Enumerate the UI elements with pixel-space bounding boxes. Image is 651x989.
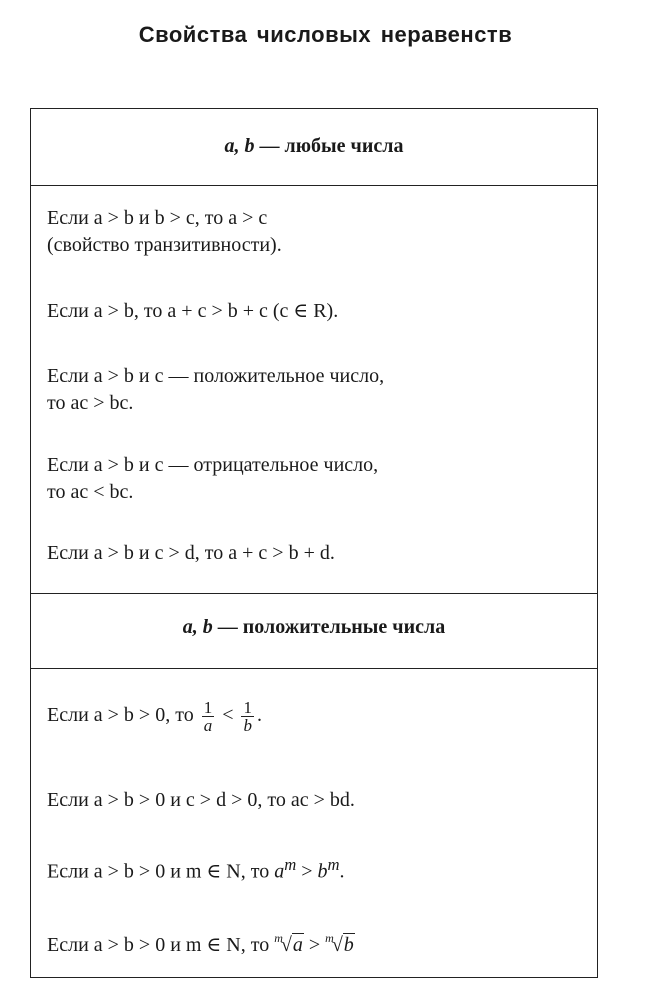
property-line: то ac < bc.: [47, 481, 134, 503]
divider: [31, 593, 597, 594]
property-line: [47, 925, 587, 959]
page-title: Свойства числовых неравенств: [138, 22, 513, 47]
fraction-denominator: a: [203, 716, 213, 735]
header-text: положительные числа: [242, 616, 446, 638]
power-base: a: [274, 860, 285, 883]
property-root: [47, 925, 587, 959]
header-dash: —: [217, 616, 238, 638]
divider: [31, 668, 597, 669]
property-reciprocal: [47, 699, 587, 734]
property-prefix: Если a > b > 0, то: [47, 704, 194, 727]
property-transitivity: [47, 205, 587, 259]
property-suffix: .: [256, 704, 262, 727]
header-vars: a, b: [224, 135, 255, 157]
property-line: Если a > b и c > d, то a + c > b + d.: [47, 542, 335, 564]
root-index: m: [325, 931, 334, 945]
property-sum-inequalities: [47, 540, 587, 567]
fraction: [202, 699, 215, 734]
section-header-positive-numbers: [31, 616, 597, 639]
root-expression: $^m$√b: [325, 931, 354, 956]
properties-table: [30, 108, 598, 978]
property-addition: [47, 298, 587, 325]
header-vars: a, b: [182, 616, 213, 638]
fraction-numerator: 1: [243, 698, 252, 717]
radicand: b: [343, 934, 354, 956]
property-line: Если a > b > 0 и c > d > 0, то ac > bd.: [47, 789, 355, 811]
property-line: Если a > b и c — отрицательное число,: [47, 454, 379, 476]
property-line: (свойство транзитивности).: [47, 234, 282, 256]
power-exponent: m: [284, 855, 297, 874]
fraction-numerator: 1: [203, 698, 213, 717]
header-dash: —: [259, 135, 280, 157]
comparison-operator: <: [222, 704, 234, 727]
header-text: любые числа: [284, 135, 404, 157]
property-product-positive: [47, 787, 587, 814]
property-multiply-positive: [47, 363, 587, 417]
property-line: [47, 699, 587, 734]
root-index: m: [274, 931, 283, 945]
property-suffix: .: [339, 860, 345, 883]
divider: [31, 185, 597, 186]
property-line: Если a > b и b > c, то a > c: [47, 207, 268, 229]
fraction-denominator: b: [243, 716, 252, 735]
root-expression: $^m$√a: [274, 931, 303, 956]
property-line: Если a > b и c — положительное число,: [47, 365, 385, 387]
fraction: [241, 699, 254, 734]
radicand: a: [292, 934, 303, 956]
property-line: Если a > b, то a + c > b + c (c ∈ R).: [47, 300, 339, 322]
property-line: [47, 851, 587, 886]
comparison-operator: >: [308, 934, 321, 956]
property-prefix: Если a > b > 0 и m ∈ N, то: [47, 860, 270, 883]
power-exponent: m: [327, 855, 340, 874]
section-header-any-numbers: [31, 135, 597, 158]
property-prefix: Если a > b > 0 и m ∈ N, то: [47, 934, 270, 956]
property-power: [47, 851, 587, 886]
property-line: то ac > bc.: [47, 392, 134, 414]
property-multiply-negative: [47, 452, 587, 506]
comparison-operator: >: [301, 860, 313, 883]
power-base: b: [317, 860, 328, 883]
